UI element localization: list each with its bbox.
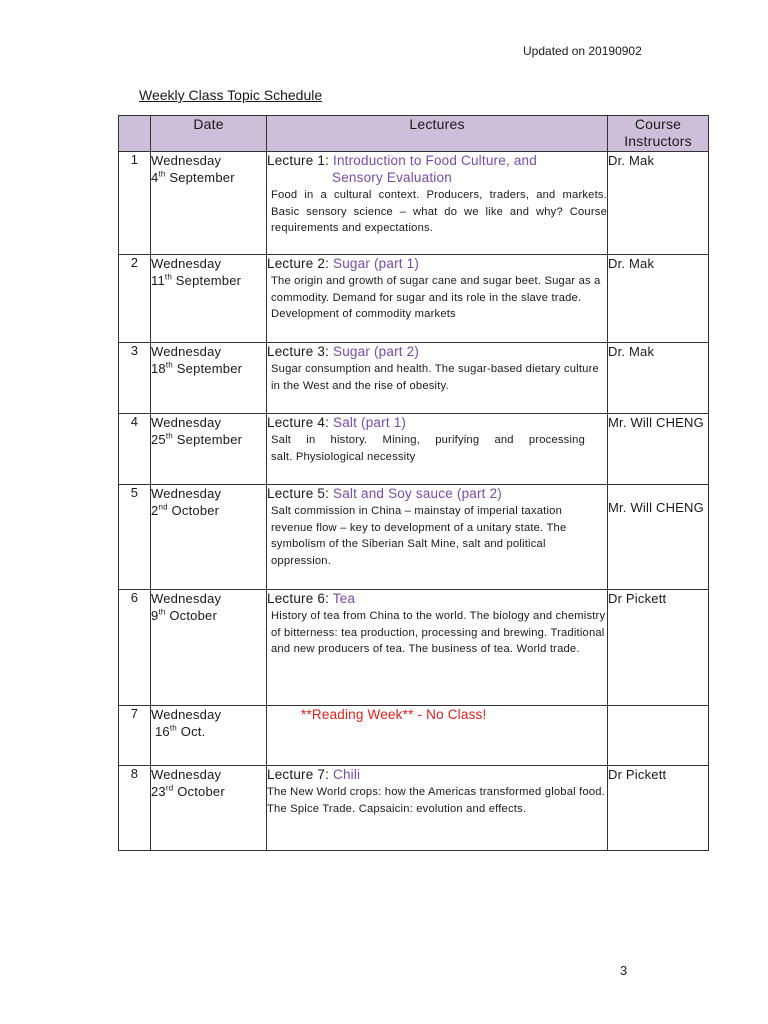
date-day: Wednesday [151,153,222,168]
date-value: 9th October [151,607,217,623]
row-date [151,485,267,590]
table-row [119,152,709,255]
row-number: 8 [119,766,151,851]
date-value: 23rd October [151,783,225,799]
row-number: 5 [119,485,151,590]
header-instructors: Course Instructors [608,116,709,152]
table-row [119,343,709,414]
lecture-description: Food in a cultural context. Producers, traders, and markets. Basic sensory science – what do we like and why? Course requirements and expectations. [271,189,607,234]
date-day: Wednesday [151,344,222,359]
header-lectures: Lectures [267,116,608,152]
lecture-description: The origin and growth of sugar cane and sugar beet. Sugar as a commodity. Demand for sugar and its role in the slave trade. Development of commodity markets [271,275,601,320]
lecture-topic: Chili [333,767,361,782]
reading-week-notice: **Reading Week** - No Class! [301,707,487,722]
lecture-description: Sugar consumption and health. The sugar-based dietary culture in the West and the rise of obesity. [271,363,599,392]
row-number: 1 [119,152,151,255]
updated-date: Updated on 20190902 [523,44,642,58]
row-lecture [267,706,608,766]
date-value: 4th September [151,169,235,185]
row-number: 3 [119,343,151,414]
row-lecture [267,485,608,590]
lecture-topic: Tea [332,591,356,606]
row-date [151,152,267,255]
lecture-topic: Sugar (part 2) [333,344,420,359]
lecture-heading: Lecture 2: Sugar (part 1) [267,256,420,271]
row-instructor: Mr. Will CHENG [608,414,709,485]
lecture-topic: Sugar (part 1) [333,256,420,271]
row-date [151,766,267,851]
row-date [151,706,267,766]
schedule-table [118,115,709,851]
table-row [119,255,709,343]
row-date [151,255,267,343]
lecture-heading: Lecture 5: Salt and Soy sauce (part 2) [267,486,502,501]
row-number: 6 [119,590,151,706]
lecture-topic: Salt and Soy sauce (part 2) [333,486,502,501]
row-number: 2 [119,255,151,343]
lecture-topic: Introduction to Food Culture, and [333,153,537,168]
lecture-description: Salt commission in China – mainstay of imperial taxation revenue flow – key to development of a unitary state. The symbolism of the Siberian Salt Mine, salt and political oppression. [271,505,567,567]
row-instructor [608,706,709,766]
date-day: Wednesday [151,707,222,722]
lecture-heading: Lecture 6: Tea [267,591,356,606]
table-row [119,766,709,851]
table-row [119,414,709,485]
row-instructor: Dr. Mak [608,255,709,343]
date-day: Wednesday [151,256,222,271]
date-value: 25th September [151,431,243,447]
row-instructor: Dr Pickett [608,590,709,706]
schedule-title: Weekly Class Topic Schedule [139,87,323,103]
date-day: Wednesday [151,591,222,606]
lecture-topic-cont: Sensory Evaluation [332,170,452,185]
description-line: Salt in history. Mining, purifying and processing [271,434,585,446]
row-instructor: Dr Pickett [608,766,709,851]
row-number: 7 [119,706,151,766]
row-date [151,414,267,485]
row-date [151,343,267,414]
lecture-description: History of tea from China to the world. The biology and chemistry of bitterness: tea production, processing and brewing. Traditional and new producers of tea. The business of tea. World trade. [271,610,606,655]
lecture-heading: Lecture 3: Sugar (part 2) [267,344,420,359]
date-value: 18th September [151,360,243,376]
lecture-heading [267,706,607,723]
date-day: Wednesday [151,415,222,430]
row-instructor: Dr. Mak [608,152,709,255]
lecture-description: The New World crops: how the Americas transformed global food. The Spice Trade. Capsaicin: evolution and effects. [267,786,606,815]
description-line: salt. Physiological necessity [271,450,416,463]
lecture-description [267,432,607,465]
lecture-heading: Lecture 4: Salt (part 1) [267,415,407,430]
row-lecture [267,343,608,414]
table-row [119,590,709,706]
date-value: 11th September [151,272,242,288]
date-value: 16th Oct. [155,723,206,739]
date-day: Wednesday [151,486,222,501]
date-day: Wednesday [151,767,222,782]
row-lecture [267,255,608,343]
row-instructor: Mr. Will CHENG [608,485,709,590]
lecture-heading: Lecture 1: Introduction to Food Culture, and Sensory Evaluation [267,152,607,186]
row-lecture [267,152,608,255]
header-num [119,116,151,152]
row-date [151,590,267,706]
date-value: 2nd October [151,502,220,518]
row-lecture [267,766,608,851]
row-number: 4 [119,414,151,485]
header-date: Date [151,116,267,152]
lecture-heading: Lecture 7: Chili [267,767,361,782]
lecture-topic: Salt (part 1) [333,415,407,430]
row-instructor: Dr. Mak [608,343,709,414]
table-row [119,485,709,590]
page-number: 3 [620,963,628,978]
table-row [119,706,709,766]
table-header-row [119,116,709,152]
row-lecture [267,414,608,485]
row-lecture [267,590,608,706]
